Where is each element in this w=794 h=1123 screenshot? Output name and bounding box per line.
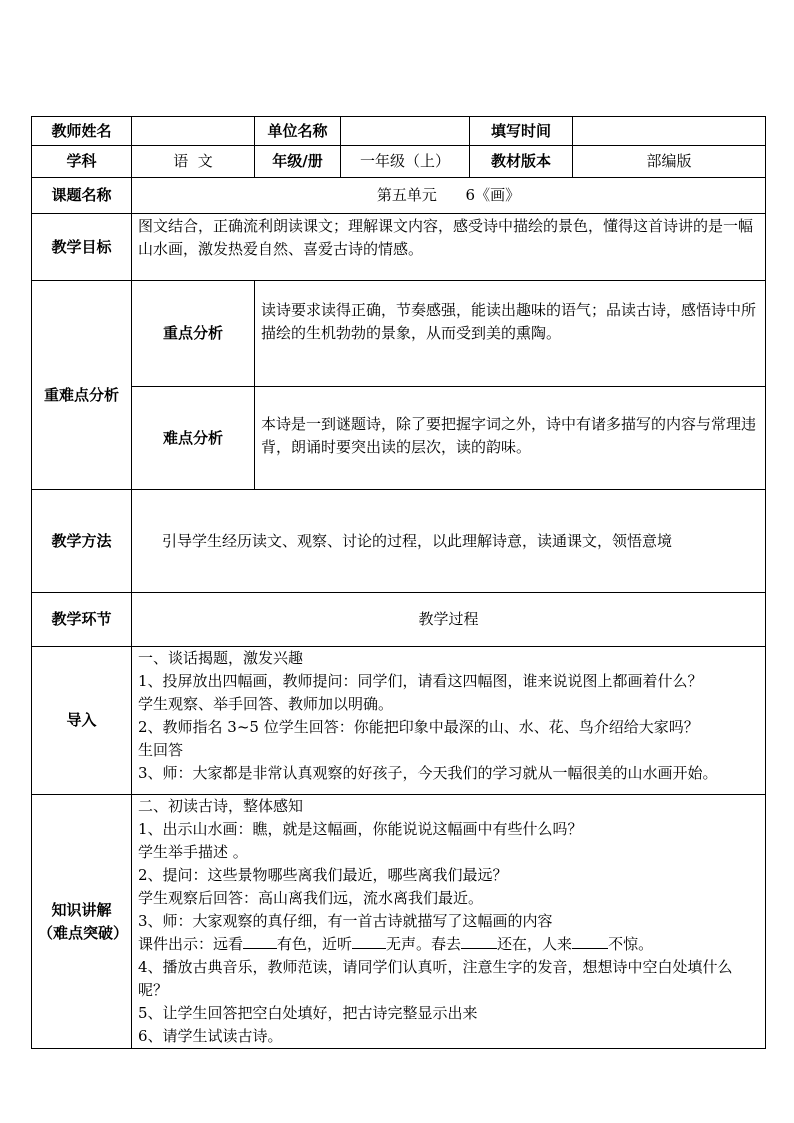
intro-content xyxy=(132,647,766,795)
fill-blank xyxy=(352,933,386,949)
intro-line: 1、投屏放出四幅画，教师提问：同学们，请看这四幅图，谁来说说图上都画着什么？ xyxy=(138,672,703,690)
intro-line: 3、师：大家都是非常认真观察的好孩子，今天我们的学习就从一幅很美的山水画开始。 xyxy=(138,764,718,782)
header-row-1 xyxy=(32,117,766,146)
topic-label: 课题名称 xyxy=(32,178,132,214)
knowledge-line: 二、初读古诗，整体感知 xyxy=(138,797,304,815)
difficult-analysis-text: 本诗是一到谜题诗，除了要把握字词之外，诗中有诸多描写的内容与常理违背，朗诵时要突出读的层次，读的韵味。 xyxy=(255,387,766,490)
stage-label: 教学环节 xyxy=(32,593,132,647)
knowledge-label-line-2: （难点突破） xyxy=(38,923,129,942)
fill-part: 无声。春去 xyxy=(386,935,462,953)
difficult-analysis-row xyxy=(32,387,766,490)
subject-value: 语 文 xyxy=(132,146,255,178)
knowledge-line: 学生举手描述 。 xyxy=(138,843,248,861)
intro-label: 导入 xyxy=(32,647,132,795)
difficult-analysis-label: 难点分析 xyxy=(132,387,255,490)
header-row-2 xyxy=(32,146,766,178)
subject-label: 学科 xyxy=(32,146,132,178)
goal-label: 教学目标 xyxy=(32,214,132,281)
knowledge-line: 6、请学生试读古诗。 xyxy=(138,1027,283,1045)
fill-time-value xyxy=(573,117,766,146)
knowledge-label-line-1: 知识讲解 xyxy=(51,900,112,919)
fill-blank xyxy=(243,933,277,949)
poem-fill-line xyxy=(138,933,759,956)
fill-blank xyxy=(572,933,608,949)
intro-line: 一、谈话揭题，激发兴趣 xyxy=(138,649,304,667)
topic-value: 第五单元 6《画》 xyxy=(132,178,766,214)
key-analysis-text: 读诗要求读得正确，节奏感强，能读出趣味的语气；品读古诗，感悟诗中所描绘的生机勃勃的景象，从而受到美的熏陶。 xyxy=(255,281,766,387)
knowledge-line: 5、让学生回答把空白处填好，把古诗完整显示出来 xyxy=(138,1004,478,1022)
knowledge-content xyxy=(132,795,766,1049)
intro-line: 生回答 xyxy=(138,741,184,759)
textbook-label: 教材版本 xyxy=(470,146,573,178)
fill-time-label: 填写时间 xyxy=(470,117,573,146)
process-label: 教学过程 xyxy=(132,593,766,647)
intro-line: 2、教师指名 3~5 位学生回答：你能把印象中最深的山、水、花、鸟介绍给大家吗？ xyxy=(138,718,699,736)
goal-row xyxy=(32,214,766,281)
teacher-name-label: 教师姓名 xyxy=(32,117,132,146)
teacher-name-value xyxy=(132,117,255,146)
key-analysis-label: 重点分析 xyxy=(132,281,255,387)
analysis-label: 重难点分析 xyxy=(32,281,132,490)
fill-part: 课件出示：远看 xyxy=(138,935,244,953)
intro-line: 学生观察、举手回答、教师加以明确。 xyxy=(138,695,394,713)
intro-row xyxy=(32,647,766,795)
process-header-row xyxy=(32,593,766,647)
unit-value xyxy=(341,117,470,146)
key-analysis-row xyxy=(32,281,766,387)
grade-label: 年级/册 xyxy=(255,146,341,178)
knowledge-row xyxy=(32,795,766,1049)
knowledge-line: 3、师：大家观察的真仔细，有一首古诗就描写了这幅画的内容 xyxy=(138,912,553,930)
knowledge-label xyxy=(32,795,132,1049)
textbook-value: 部编版 xyxy=(573,146,766,178)
unit-label: 单位名称 xyxy=(255,117,341,146)
lesson-plan-table xyxy=(31,116,766,1049)
knowledge-line: 1、出示山水画：瞧，就是这幅画，你能说说这幅画中有些什么吗？ xyxy=(138,820,583,838)
method-row xyxy=(32,490,766,593)
topic-row xyxy=(32,178,766,214)
knowledge-line: 4、播放古典音乐，教师范读，请同学们认真听，注意生字的发音，想想诗中空白处填什么呢？ xyxy=(138,958,733,999)
fill-part: 有色，近听 xyxy=(277,935,353,953)
knowledge-line: 2、提问：这些景物哪些离我们最近，哪些离我们最远？ xyxy=(138,866,508,884)
goal-text: 图文结合，正确流利朗读课文；理解课文内容，感受诗中描绘的景色，懂得这首诗讲的是一幅山水画，激发热爱自然、喜爱古诗的情感。 xyxy=(132,214,766,281)
knowledge-line: 学生观察后回答：高山离我们远，流水离我们最近。 xyxy=(138,889,484,907)
fill-part: 还在，人来 xyxy=(497,935,573,953)
grade-value: 一年级（上） xyxy=(341,146,470,178)
fill-part: 不惊。 xyxy=(608,935,654,953)
method-label: 教学方法 xyxy=(32,490,132,593)
fill-blank xyxy=(461,933,497,949)
method-text: 引导学生经历读文、观察、讨论的过程，以此理解诗意，读通课文，领悟意境 xyxy=(132,490,766,593)
